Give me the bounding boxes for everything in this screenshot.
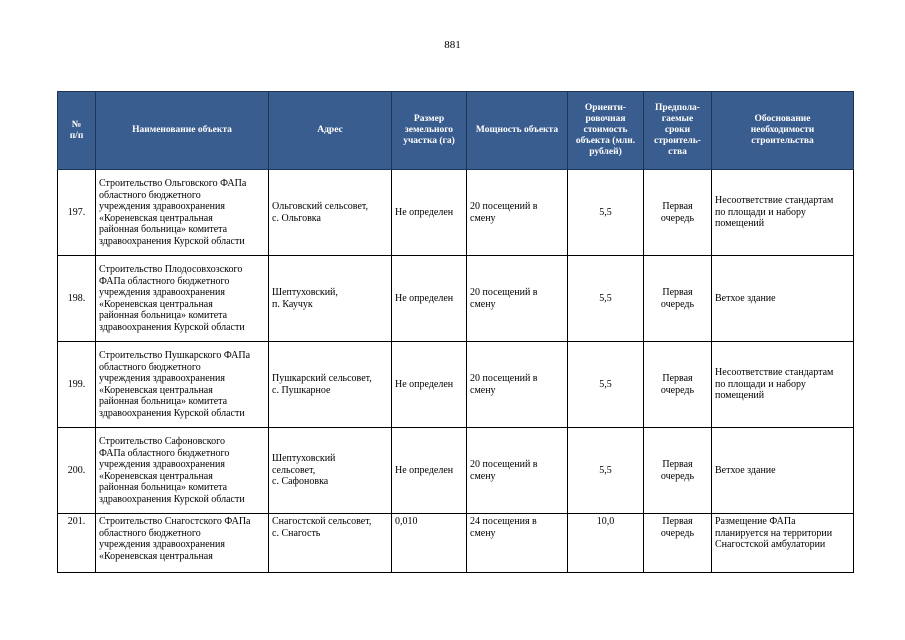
cell-area: Не определен [392,256,467,342]
header-num: № п/п [58,92,96,170]
cell-num: 197. [58,170,96,256]
cell-reason: Ветхое здание [712,256,854,342]
cell-cost: 5,5 [568,170,644,256]
cell-name: Строительство Сафоновского ФАПа областного бюджетного учреждения здравоохранения «Кореневская центральная районная больница» комитета здравоохранения Курской области [96,428,269,514]
cell-cost: 10,0 [568,514,644,573]
construction-table [57,91,854,573]
table-row [58,514,854,573]
cell-num: 200. [58,428,96,514]
header-address: Адрес [269,92,392,170]
cell-term: Первая очередь [644,170,712,256]
cell-name: Строительство Ольговского ФАПа областного бюджетного учреждения здравоохранения «Кореневская центральная районная больница» комитета здравоохранения Курской области [96,170,269,256]
table-row [58,428,854,514]
header-capacity: Мощность объекта [467,92,568,170]
cell-reason: Несоответствие стандартам по площади и набору помещений [712,170,854,256]
cell-capacity: 20 посещений в смену [467,256,568,342]
cell-name: Строительство Снагостского ФАПа областного бюджетного учреждения здравоохранения «Кореневская центральная [96,514,269,573]
cell-reason: Размещение ФАПа планируется на территории Снагостской амбулатории [712,514,854,573]
cell-capacity: 20 посещений в смену [467,428,568,514]
cell-reason: Несоответствие стандартам по площади и набору помещений [712,342,854,428]
header-term: Предпола- гаемые сроки строитель- ства [644,92,712,170]
cell-term: Первая очередь [644,256,712,342]
cell-area: Не определен [392,170,467,256]
cell-cost: 5,5 [568,256,644,342]
header-cost: Ориенти- ровочная стоимость объекта (млн. рублей) [568,92,644,170]
cell-capacity: 20 посещений в смену [467,342,568,428]
cell-area: Не определен [392,342,467,428]
cell-capacity: 20 посещений в смену [467,170,568,256]
cell-num: 198. [58,256,96,342]
cell-cost: 5,5 [568,342,644,428]
cell-num: 201. [58,514,96,573]
cell-name: Строительство Плодосовхозского ФАПа областного бюджетного учреждения здравоохранения «Кореневская центральная районная больница» комитета здравоохранения Курской области [96,256,269,342]
cell-term: Первая очередь [644,428,712,514]
cell-area: 0,010 [392,514,467,573]
cell-num: 199. [58,342,96,428]
table-row [58,256,854,342]
cell-cost: 5,5 [568,428,644,514]
cell-reason: Ветхое здание [712,428,854,514]
cell-address: Шептуховский сельсовет, с. Сафоновка [269,428,392,514]
cell-address: Шептуховский, п. Каучук [269,256,392,342]
cell-name: Строительство Пушкарского ФАПа областного бюджетного учреждения здравоохранения «Кореневская центральная районная больница» комитета здравоохранения Курской области [96,342,269,428]
header-area: Размер земельного участка (га) [392,92,467,170]
cell-capacity: 24 посещения в смену [467,514,568,573]
header-reason: Обоснование необходимости строительства [712,92,854,170]
table-header-row [58,92,854,170]
cell-address: Снагостской сельсовет, с. Снагость [269,514,392,573]
cell-address: Ольговский сельсовет, с. Ольговка [269,170,392,256]
cell-term: Первая очередь [644,342,712,428]
table-row [58,342,854,428]
table-row [58,170,854,256]
page-number: 881 [444,39,461,51]
cell-area: Не определен [392,428,467,514]
header-name: Наименование объекта [96,92,269,170]
cell-term: Первая очередь [644,514,712,573]
cell-address: Пушкарский сельсовет, с. Пушкарное [269,342,392,428]
